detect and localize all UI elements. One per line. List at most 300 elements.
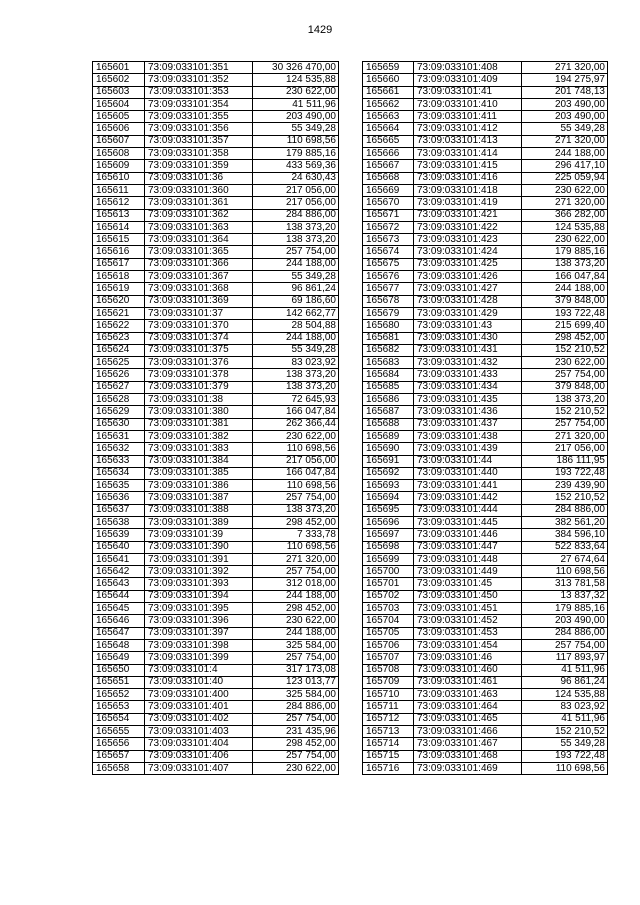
cadastral-number-cell: 73:09:033101:398: [145, 639, 253, 651]
row-number-cell: 165631: [93, 430, 145, 442]
table-row: [363, 307, 608, 319]
row-number-cell: 165689: [363, 430, 414, 442]
row-number-cell: 165642: [93, 566, 145, 578]
row-number-cell: 165677: [363, 283, 414, 295]
row-number-cell: 165676: [363, 271, 414, 283]
table-row: [363, 738, 608, 750]
value-cell: 166 047,84: [253, 467, 339, 479]
cadastral-number-cell: 73:09:033101:428: [414, 295, 522, 307]
row-number-cell: 165703: [363, 603, 414, 615]
table-row: [363, 516, 608, 528]
table-row: [93, 394, 339, 406]
table-row: [363, 111, 608, 123]
value-cell: 433 569,36: [253, 160, 339, 172]
row-number-cell: 165623: [93, 332, 145, 344]
cadastral-number-cell: 73:09:033101:421: [414, 209, 522, 221]
value-cell: 152 210,52: [522, 406, 608, 418]
cadastral-number-cell: 73:09:033101:410: [414, 98, 522, 110]
value-cell: 24 630,43: [253, 172, 339, 184]
table-row: [363, 74, 608, 86]
row-number-cell: 165688: [363, 418, 414, 430]
value-cell: 83 023,92: [253, 357, 339, 369]
cadastral-number-cell: 73:09:033101:382: [145, 430, 253, 442]
cadastral-number-cell: 73:09:033101:360: [145, 184, 253, 196]
value-cell: 284 886,00: [253, 701, 339, 713]
row-number-cell: 165658: [93, 762, 145, 774]
value-cell: 384 596,10: [522, 529, 608, 541]
value-cell: 96 861,24: [522, 676, 608, 688]
row-number-cell: 165679: [363, 307, 414, 319]
cadastral-number-cell: 73:09:033101:429: [414, 307, 522, 319]
table-row: [363, 726, 608, 738]
cadastral-number-cell: 73:09:033101:447: [414, 541, 522, 553]
table-row: [363, 443, 608, 455]
cadastral-number-cell: 73:09:033101:361: [145, 197, 253, 209]
cadastral-number-cell: 73:09:033101:404: [145, 738, 253, 750]
value-cell: 244 188,00: [253, 627, 339, 639]
row-number-cell: 165692: [363, 467, 414, 479]
cadastral-number-cell: 73:09:033101:46: [414, 652, 522, 664]
value-cell: 217 056,00: [522, 443, 608, 455]
table-row: [363, 271, 608, 283]
table-row: [363, 234, 608, 246]
cadastral-number-cell: 73:09:033101:411: [414, 111, 522, 123]
cadastral-number-cell: 73:09:033101:368: [145, 283, 253, 295]
value-cell: 271 320,00: [253, 553, 339, 565]
value-cell: 83 023,92: [522, 701, 608, 713]
row-number-cell: 165680: [363, 320, 414, 332]
row-number-cell: 165610: [93, 172, 145, 184]
value-cell: 257 754,00: [253, 566, 339, 578]
table-row: [363, 627, 608, 639]
value-cell: 325 584,00: [253, 689, 339, 701]
row-number-cell: 165655: [93, 726, 145, 738]
table-row: [93, 357, 339, 369]
table-row: [363, 406, 608, 418]
table-row: [363, 762, 608, 774]
table-row: [93, 455, 339, 467]
table-row: [363, 86, 608, 98]
value-cell: 55 349,28: [522, 738, 608, 750]
value-cell: 201 748,13: [522, 86, 608, 98]
row-number-cell: 165691: [363, 455, 414, 467]
cadastral-number-cell: 73:09:033101:41: [414, 86, 522, 98]
table-row: [93, 406, 339, 418]
row-number-cell: 165603: [93, 86, 145, 98]
value-cell: 138 373,20: [522, 258, 608, 270]
table-row: [363, 467, 608, 479]
table-row: [363, 701, 608, 713]
row-number-cell: 165682: [363, 344, 414, 356]
cadastral-number-cell: 73:09:033101:362: [145, 209, 253, 221]
value-cell: 379 848,00: [522, 295, 608, 307]
value-cell: 366 282,00: [522, 209, 608, 221]
cadastral-number-cell: 73:09:033101:444: [414, 504, 522, 516]
table-row: [363, 418, 608, 430]
value-cell: 55 349,28: [522, 123, 608, 135]
row-number-cell: 165641: [93, 553, 145, 565]
cadastral-number-cell: 73:09:033101:399: [145, 652, 253, 664]
value-cell: 262 366,44: [253, 418, 339, 430]
table-row: [93, 689, 339, 701]
cadastral-number-cell: 73:09:033101:414: [414, 148, 522, 160]
cadastral-number-cell: 73:09:033101:407: [145, 762, 253, 774]
table-row: [93, 320, 339, 332]
cadastral-number-cell: 73:09:033101:44: [414, 455, 522, 467]
row-number-cell: 165660: [363, 74, 414, 86]
cadastral-number-cell: 73:09:033101:396: [145, 615, 253, 627]
value-cell: 230 622,00: [253, 86, 339, 98]
cadastral-number-cell: 73:09:033101:413: [414, 135, 522, 147]
value-cell: 230 622,00: [253, 615, 339, 627]
row-number-cell: 165664: [363, 123, 414, 135]
row-number-cell: 165707: [363, 652, 414, 664]
row-number-cell: 165667: [363, 160, 414, 172]
row-number-cell: 165663: [363, 111, 414, 123]
value-cell: 244 188,00: [253, 590, 339, 602]
row-number-cell: 165620: [93, 295, 145, 307]
row-number-cell: 165634: [93, 467, 145, 479]
table-row: [93, 615, 339, 627]
value-cell: 230 622,00: [522, 234, 608, 246]
row-number-cell: 165696: [363, 516, 414, 528]
cadastral-number-cell: 73:09:033101:375: [145, 344, 253, 356]
right-table: [362, 61, 608, 775]
row-number-cell: 165605: [93, 111, 145, 123]
table-row: [363, 184, 608, 196]
table-row: [93, 652, 339, 664]
table-row: [93, 332, 339, 344]
row-number-cell: 165607: [93, 135, 145, 147]
value-cell: 30 326 470,00: [253, 62, 339, 74]
value-cell: 138 373,20: [253, 504, 339, 516]
row-number-cell: 165646: [93, 615, 145, 627]
value-cell: 110 698,56: [253, 480, 339, 492]
row-number-cell: 165648: [93, 639, 145, 651]
cadastral-number-cell: 73:09:033101:370: [145, 320, 253, 332]
value-cell: 257 754,00: [522, 639, 608, 651]
cadastral-number-cell: 73:09:033101:423: [414, 234, 522, 246]
table-row: [363, 553, 608, 565]
value-cell: 203 490,00: [253, 111, 339, 123]
table-row: [93, 74, 339, 86]
table-row: [363, 529, 608, 541]
table-row: [93, 111, 339, 123]
value-cell: 284 886,00: [522, 504, 608, 516]
value-cell: 41 511,96: [522, 713, 608, 725]
table-row: [93, 553, 339, 565]
value-cell: 257 754,00: [522, 418, 608, 430]
table-row: [363, 123, 608, 135]
row-number-cell: 165690: [363, 443, 414, 455]
table-row: [363, 504, 608, 516]
table-row: [93, 516, 339, 528]
row-number-cell: 165619: [93, 283, 145, 295]
row-number-cell: 165643: [93, 578, 145, 590]
row-number-cell: 165609: [93, 160, 145, 172]
row-number-cell: 165699: [363, 553, 414, 565]
cadastral-number-cell: 73:09:033101:394: [145, 590, 253, 602]
table-row: [93, 701, 339, 713]
cadastral-number-cell: 73:09:033101:406: [145, 750, 253, 762]
cadastral-number-cell: 73:09:033101:389: [145, 516, 253, 528]
row-number-cell: 165681: [363, 332, 414, 344]
value-cell: 179 885,16: [253, 148, 339, 160]
value-cell: 298 452,00: [253, 738, 339, 750]
value-cell: 325 584,00: [253, 639, 339, 651]
table-row: [93, 258, 339, 270]
cadastral-number-cell: 73:09:033101:446: [414, 529, 522, 541]
value-cell: 123 013,77: [253, 676, 339, 688]
row-number-cell: 165662: [363, 98, 414, 110]
value-cell: 110 698,56: [253, 443, 339, 455]
row-number-cell: 165621: [93, 307, 145, 319]
row-number-cell: 165636: [93, 492, 145, 504]
table-row: [93, 86, 339, 98]
table-row: [363, 135, 608, 147]
row-number-cell: 165606: [93, 123, 145, 135]
table-row: [93, 738, 339, 750]
row-number-cell: 165708: [363, 664, 414, 676]
value-cell: 217 056,00: [253, 455, 339, 467]
table-row: [363, 578, 608, 590]
table-row: [93, 480, 339, 492]
value-cell: 96 861,24: [253, 283, 339, 295]
cadastral-number-cell: 73:09:033101:378: [145, 369, 253, 381]
row-number-cell: 165650: [93, 664, 145, 676]
row-number-cell: 165702: [363, 590, 414, 602]
table-row: [363, 332, 608, 344]
row-number-cell: 165665: [363, 135, 414, 147]
table-row: [93, 160, 339, 172]
cadastral-number-cell: 73:09:033101:437: [414, 418, 522, 430]
table-row: [93, 246, 339, 258]
cadastral-number-cell: 73:09:033101:449: [414, 566, 522, 578]
cadastral-number-cell: 73:09:033101:392: [145, 566, 253, 578]
cadastral-number-cell: 73:09:033101:422: [414, 221, 522, 233]
cadastral-number-cell: 73:09:033101:425: [414, 258, 522, 270]
cadastral-number-cell: 73:09:033101:38: [145, 394, 253, 406]
cadastral-number-cell: 73:09:033101:36: [145, 172, 253, 184]
row-number-cell: 165670: [363, 197, 414, 209]
table-row: [93, 603, 339, 615]
table-row: [363, 689, 608, 701]
value-cell: 117 893,97: [522, 652, 608, 664]
value-cell: 313 781,58: [522, 578, 608, 590]
row-number-cell: 165700: [363, 566, 414, 578]
table-row: [363, 62, 608, 74]
value-cell: 193 722,48: [522, 307, 608, 319]
row-number-cell: 165695: [363, 504, 414, 516]
value-cell: 298 452,00: [253, 603, 339, 615]
row-number-cell: 165601: [93, 62, 145, 74]
table-row: [363, 394, 608, 406]
table-row: [363, 160, 608, 172]
value-cell: 27 674,64: [522, 553, 608, 565]
value-cell: 382 561,20: [522, 516, 608, 528]
value-cell: 257 754,00: [253, 246, 339, 258]
value-cell: 271 320,00: [522, 62, 608, 74]
value-cell: 166 047,84: [522, 271, 608, 283]
cadastral-number-cell: 73:09:033101:393: [145, 578, 253, 590]
cadastral-number-cell: 73:09:033101:365: [145, 246, 253, 258]
table-row: [363, 295, 608, 307]
row-number-cell: 165656: [93, 738, 145, 750]
value-cell: 225 059,94: [522, 172, 608, 184]
cadastral-number-cell: 73:09:033101:466: [414, 726, 522, 738]
value-cell: 257 754,00: [253, 492, 339, 504]
row-number-cell: 165704: [363, 615, 414, 627]
cadastral-number-cell: 73:09:033101:450: [414, 590, 522, 602]
table-row: [93, 590, 339, 602]
row-number-cell: 165714: [363, 738, 414, 750]
cadastral-number-cell: 73:09:033101:461: [414, 676, 522, 688]
cadastral-number-cell: 73:09:033101:438: [414, 430, 522, 442]
cadastral-number-cell: 73:09:033101:364: [145, 234, 253, 246]
table-row: [93, 639, 339, 651]
row-number-cell: 165684: [363, 369, 414, 381]
table-row: [363, 320, 608, 332]
row-number-cell: 165640: [93, 541, 145, 553]
cadastral-number-cell: 73:09:033101:424: [414, 246, 522, 258]
cadastral-number-cell: 73:09:033101:403: [145, 726, 253, 738]
table-row: [363, 148, 608, 160]
cadastral-number-cell: 73:09:033101:384: [145, 455, 253, 467]
table-row: [363, 258, 608, 270]
cadastral-number-cell: 73:09:033101:419: [414, 197, 522, 209]
table-row: [93, 529, 339, 541]
cadastral-number-cell: 73:09:033101:39: [145, 529, 253, 541]
value-cell: 298 452,00: [522, 332, 608, 344]
value-cell: 257 754,00: [253, 750, 339, 762]
table-row: [93, 307, 339, 319]
table-row: [93, 135, 339, 147]
row-number-cell: 165686: [363, 394, 414, 406]
row-number-cell: 165651: [93, 676, 145, 688]
cadastral-number-cell: 73:09:033101:385: [145, 467, 253, 479]
cadastral-number-cell: 73:09:033101:427: [414, 283, 522, 295]
table-row: [93, 578, 339, 590]
value-cell: 244 188,00: [253, 258, 339, 270]
table-row: [93, 750, 339, 762]
value-cell: 230 622,00: [253, 430, 339, 442]
value-cell: 110 698,56: [522, 762, 608, 774]
value-cell: 194 275,97: [522, 74, 608, 86]
row-number-cell: 165710: [363, 689, 414, 701]
value-cell: 152 210,52: [522, 344, 608, 356]
row-number-cell: 165635: [93, 480, 145, 492]
page-number: 1429: [307, 24, 333, 36]
cadastral-number-cell: 73:09:033101:45: [414, 578, 522, 590]
row-number-cell: 165633: [93, 455, 145, 467]
row-number-cell: 165671: [363, 209, 414, 221]
table-row: [93, 283, 339, 295]
value-cell: 257 754,00: [253, 713, 339, 725]
value-cell: 271 320,00: [522, 135, 608, 147]
cadastral-number-cell: 73:09:033101:431: [414, 344, 522, 356]
value-cell: 257 754,00: [522, 369, 608, 381]
value-cell: 138 373,20: [253, 381, 339, 393]
cadastral-number-cell: 73:09:033101:388: [145, 504, 253, 516]
row-number-cell: 165602: [93, 74, 145, 86]
table-row: [93, 713, 339, 725]
value-cell: 166 047,84: [253, 406, 339, 418]
value-cell: 138 373,20: [253, 369, 339, 381]
table-row: [363, 357, 608, 369]
cadastral-number-cell: 73:09:033101:387: [145, 492, 253, 504]
value-cell: 186 111,95: [522, 455, 608, 467]
value-cell: 239 439,90: [522, 480, 608, 492]
table-row: [363, 369, 608, 381]
cadastral-number-cell: 73:09:033101:401: [145, 701, 253, 713]
row-number-cell: 165678: [363, 295, 414, 307]
value-cell: 317 173,08: [253, 664, 339, 676]
row-number-cell: 165629: [93, 406, 145, 418]
table-row: [93, 123, 339, 135]
cadastral-number-cell: 73:09:033101:374: [145, 332, 253, 344]
row-number-cell: 165661: [363, 86, 414, 98]
cadastral-number-cell: 73:09:033101:445: [414, 516, 522, 528]
value-cell: 179 885,16: [522, 246, 608, 258]
cadastral-number-cell: 73:09:033101:353: [145, 86, 253, 98]
cadastral-number-cell: 73:09:033101:409: [414, 74, 522, 86]
row-number-cell: 165711: [363, 701, 414, 713]
value-cell: 230 622,00: [522, 357, 608, 369]
value-cell: 124 535,88: [253, 74, 339, 86]
table-row: [363, 541, 608, 553]
row-number-cell: 165701: [363, 578, 414, 590]
row-number-cell: 165608: [93, 148, 145, 160]
cadastral-number-cell: 73:09:033101:351: [145, 62, 253, 74]
table-row: [93, 627, 339, 639]
cadastral-number-cell: 73:09:033101:468: [414, 750, 522, 762]
row-number-cell: 165683: [363, 357, 414, 369]
table-row: [93, 295, 339, 307]
table-row: [93, 344, 339, 356]
table-row: [363, 750, 608, 762]
cadastral-number-cell: 73:09:033101:355: [145, 111, 253, 123]
row-number-cell: 165639: [93, 529, 145, 541]
table-row: [363, 590, 608, 602]
cadastral-number-cell: 73:09:033101:390: [145, 541, 253, 553]
cadastral-number-cell: 73:09:033101:465: [414, 713, 522, 725]
row-number-cell: 165630: [93, 418, 145, 430]
row-number-cell: 165693: [363, 480, 414, 492]
cadastral-number-cell: 73:09:033101:454: [414, 639, 522, 651]
table-row: [363, 172, 608, 184]
table-row: [363, 652, 608, 664]
table-row: [363, 209, 608, 221]
row-number-cell: 165612: [93, 197, 145, 209]
row-number-cell: 165669: [363, 184, 414, 196]
cadastral-number-cell: 73:09:033101:381: [145, 418, 253, 430]
row-number-cell: 165632: [93, 443, 145, 455]
table-row: [363, 221, 608, 233]
row-number-cell: 165638: [93, 516, 145, 528]
row-number-cell: 165685: [363, 381, 414, 393]
table-row: [363, 283, 608, 295]
table-row: [93, 221, 339, 233]
row-number-cell: 165622: [93, 320, 145, 332]
row-number-cell: 165625: [93, 357, 145, 369]
cadastral-number-cell: 73:09:033101:412: [414, 123, 522, 135]
cadastral-number-cell: 73:09:033101:418: [414, 184, 522, 196]
table-row: [363, 664, 608, 676]
cadastral-number-cell: 73:09:033101:40: [145, 676, 253, 688]
cadastral-number-cell: 73:09:033101:4: [145, 664, 253, 676]
table-row: [93, 172, 339, 184]
table-row: [93, 271, 339, 283]
